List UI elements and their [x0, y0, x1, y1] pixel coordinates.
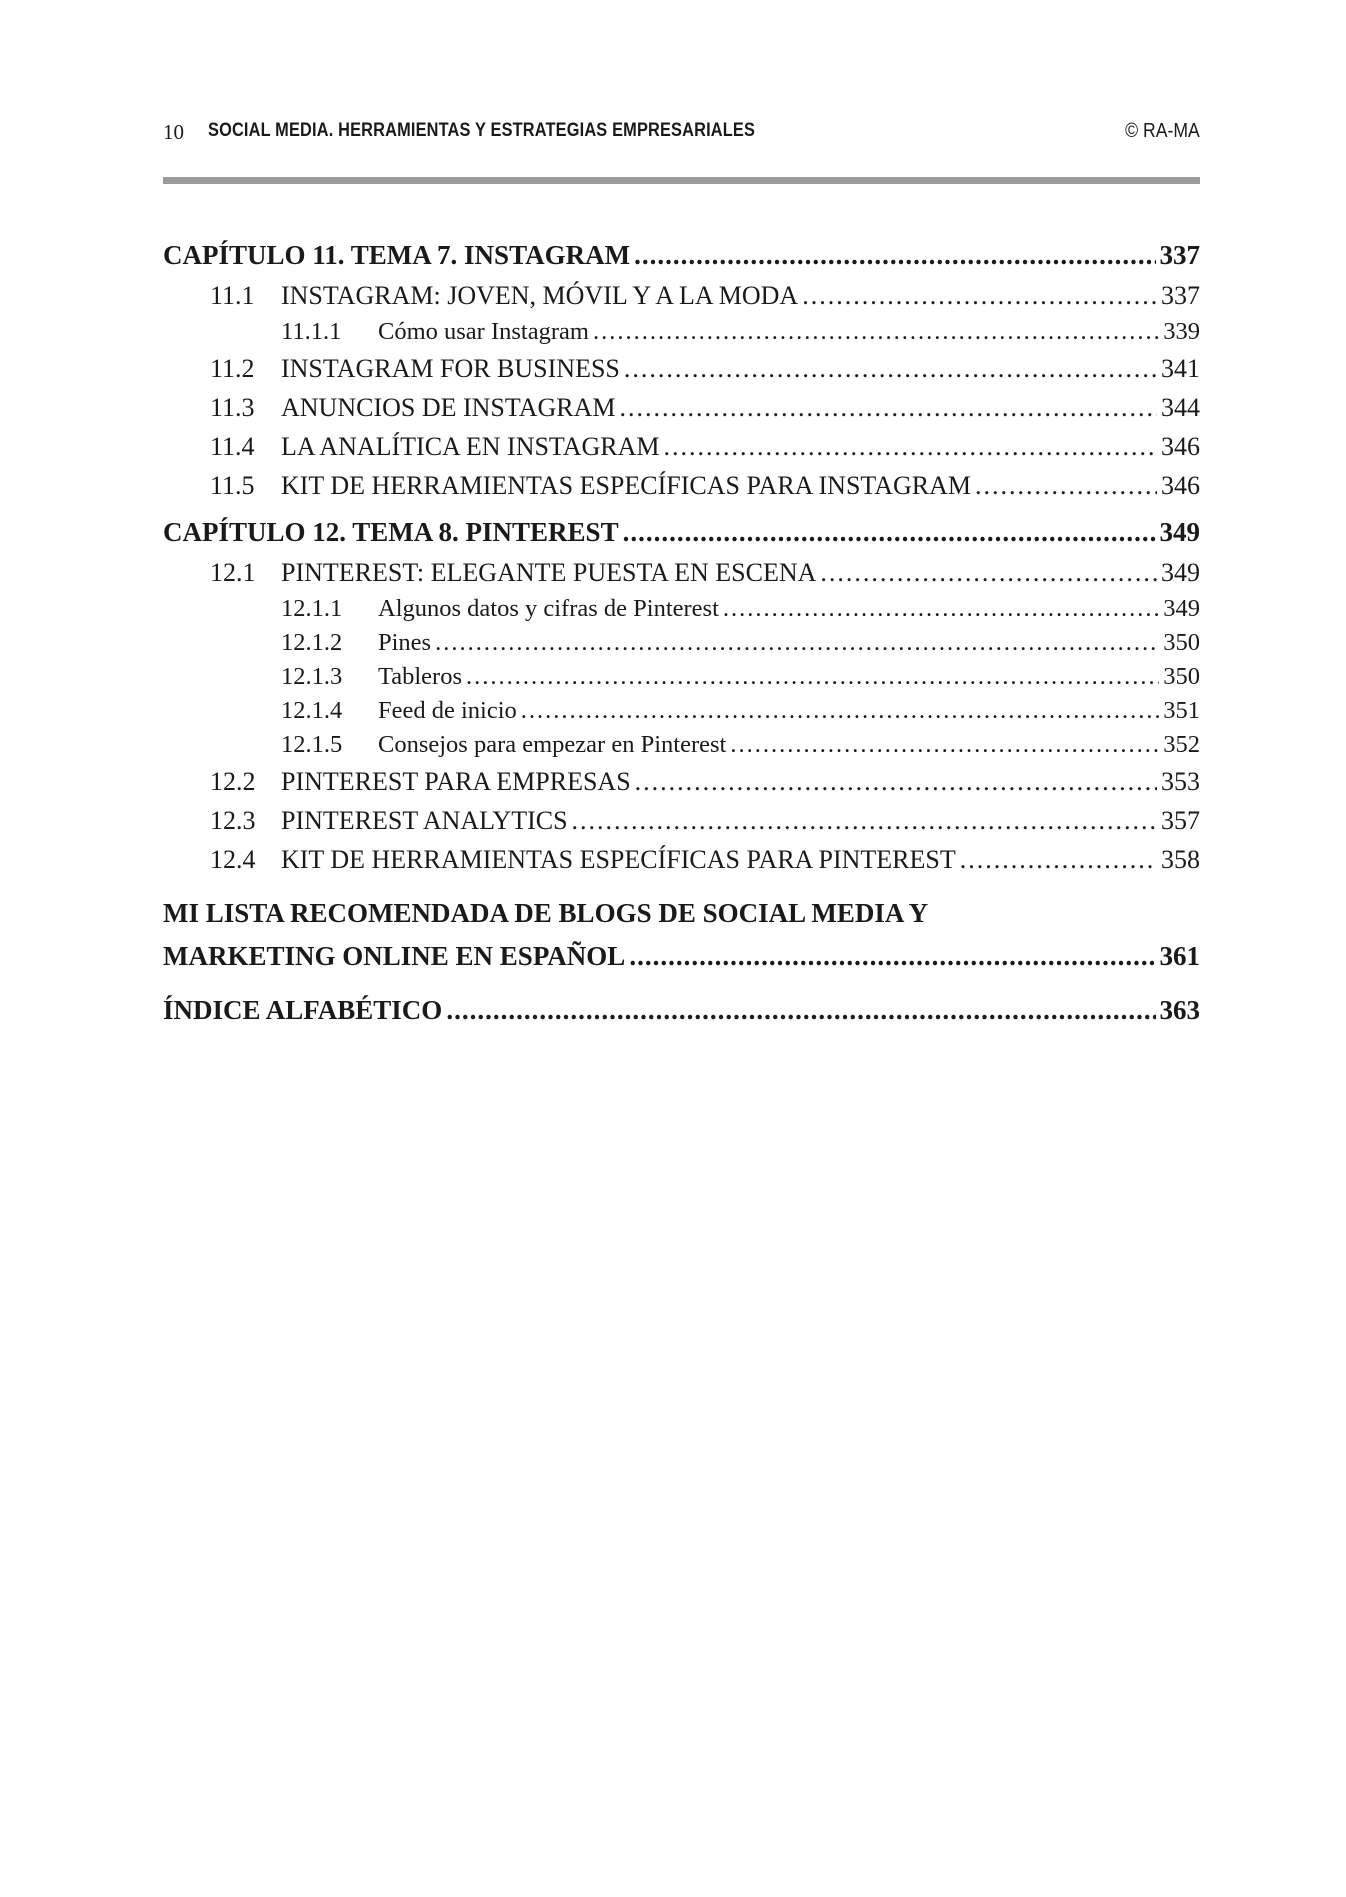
toc-entry-12-1-4[interactable] — [163, 694, 1200, 728]
section-number: 12.3 — [210, 806, 256, 835]
toc-entry-11-1[interactable] — [163, 276, 1200, 315]
section-number: 11.1.1 — [281, 318, 342, 345]
section-number: 12.4 — [210, 845, 256, 874]
dot-leader — [446, 989, 1155, 1031]
dot-leader — [634, 234, 1155, 276]
section-title: Pines — [378, 629, 432, 656]
section-gap — [163, 879, 1200, 891]
section-number: 11.3 — [210, 393, 255, 422]
dot-leader — [802, 276, 1157, 315]
section-page: 346 — [1161, 471, 1200, 500]
section-title: Cómo usar Instagram — [378, 318, 589, 345]
dot-leader — [623, 511, 1156, 553]
header-rule — [163, 177, 1200, 184]
chapter-title-line-2 — [163, 935, 1200, 977]
section-page: 346 — [1161, 432, 1200, 461]
section-title: PINTEREST ANALYTICS — [281, 806, 568, 835]
chapter-title: CAPÍTULO 12. TEMA 8. PINTEREST — [163, 517, 619, 547]
section-number: 12.1 — [210, 558, 256, 587]
section-page: 358 — [1161, 845, 1200, 874]
dot-leader — [629, 935, 1155, 977]
section-title: KIT DE HERRAMIENTAS ESPECÍFICAS PARA INSTAGRAM — [281, 471, 971, 500]
chapter-title: ÍNDICE ALFABÉTICO — [163, 995, 443, 1025]
dot-leader — [975, 466, 1157, 505]
section-number: 12.2 — [210, 767, 256, 796]
section-page: 352 — [1163, 731, 1200, 758]
section-number: 12.1.4 — [281, 697, 343, 724]
section-gap — [163, 977, 1200, 989]
section-title: Tableros — [378, 663, 463, 690]
toc-chapter-12[interactable] — [163, 511, 1200, 553]
dot-leader — [521, 694, 1159, 728]
toc-entry-11-5[interactable] — [163, 466, 1200, 505]
dot-leader — [435, 626, 1159, 660]
section-number: 12.1.5 — [281, 731, 343, 758]
section-number: 11.1 — [210, 281, 255, 310]
section-page: 344 — [1161, 393, 1200, 422]
section-title: LA ANALÍTICA EN INSTAGRAM — [281, 432, 660, 461]
toc-entry-12-1-1[interactable] — [163, 592, 1200, 626]
chapter-page: 349 — [1159, 517, 1200, 547]
chapter-title: CAPÍTULO 11. TEMA 7. INSTAGRAM — [163, 240, 631, 270]
dot-leader — [960, 840, 1157, 879]
toc-entry-12-4[interactable] — [163, 840, 1200, 879]
toc-entry-11-2[interactable] — [163, 349, 1200, 388]
table-of-contents — [163, 234, 1200, 1031]
dot-leader — [664, 427, 1157, 466]
toc-entry-11-3[interactable] — [163, 388, 1200, 427]
dot-leader — [619, 388, 1157, 427]
toc-entry-12-2[interactable] — [163, 762, 1200, 801]
section-page: 341 — [1161, 354, 1200, 383]
toc-entry-12-1[interactable] — [163, 553, 1200, 592]
dot-leader — [635, 762, 1157, 801]
page-number: 10 — [163, 120, 184, 144]
section-number: 12.1.3 — [281, 663, 343, 690]
section-page: 351 — [1163, 697, 1200, 724]
section-title: INSTAGRAM: JOVEN, MÓVIL Y A LA MODA — [281, 281, 799, 310]
toc-chapter-11[interactable] — [163, 234, 1200, 276]
toc-chapter-blogs[interactable] — [163, 891, 1200, 977]
section-number: 12.1.2 — [281, 629, 343, 656]
section-title: Algunos datos y cifras de Pinterest — [378, 595, 719, 622]
dot-leader — [730, 728, 1159, 762]
publisher-mark: © RA-MA — [1125, 120, 1200, 142]
section-page: 350 — [1163, 629, 1200, 656]
section-title: KIT DE HERRAMIENTAS ESPECÍFICAS PARA PINTEREST — [281, 845, 956, 874]
section-page: 357 — [1161, 806, 1200, 835]
toc-entry-11-1-1[interactable] — [163, 315, 1200, 349]
section-title: Consejos para empezar en Pinterest — [378, 731, 727, 758]
section-title: Feed de inicio — [378, 697, 517, 724]
chapter-title: MARKETING ONLINE EN ESPAÑOL — [163, 941, 626, 971]
chapter-page: 361 — [1159, 941, 1200, 971]
dot-leader — [572, 801, 1157, 840]
section-title: ANUNCIOS DE INSTAGRAM — [281, 393, 616, 422]
running-header — [163, 118, 1200, 152]
section-number: 11.5 — [210, 471, 255, 500]
dot-leader — [593, 315, 1159, 349]
section-number: 11.4 — [210, 432, 255, 461]
toc-entry-11-4[interactable] — [163, 427, 1200, 466]
dot-leader — [820, 553, 1157, 592]
dot-leader — [624, 349, 1157, 388]
section-title: PINTEREST: ELEGANTE PUESTA EN ESCENA — [281, 558, 817, 587]
section-title: PINTEREST PARA EMPRESAS — [281, 767, 631, 796]
section-page: 353 — [1161, 767, 1200, 796]
chapter-page: 337 — [1159, 240, 1200, 270]
section-page: 349 — [1163, 595, 1200, 622]
toc-entry-12-1-5[interactable] — [163, 728, 1200, 762]
section-number: 11.2 — [210, 354, 255, 383]
toc-entry-12-3[interactable] — [163, 801, 1200, 840]
toc-entry-12-1-2[interactable] — [163, 626, 1200, 660]
section-number: 12.1.1 — [281, 595, 343, 622]
chapter-title-line-1: MI LISTA RECOMENDADA DE BLOGS DE SOCIAL MEDIA Y — [163, 898, 929, 928]
section-page: 337 — [1161, 281, 1200, 310]
section-page: 350 — [1163, 663, 1200, 690]
book-title: SOCIAL MEDIA. HERRAMIENTAS Y ESTRATEGIAS EMPRESARIALES — [208, 120, 756, 141]
dot-leader — [466, 660, 1159, 694]
section-page: 339 — [1163, 318, 1200, 345]
dot-leader — [723, 592, 1159, 626]
chapter-page: 363 — [1159, 995, 1200, 1025]
section-page: 349 — [1161, 558, 1200, 587]
toc-entry-12-1-3[interactable] — [163, 660, 1200, 694]
section-title: INSTAGRAM FOR BUSINESS — [281, 354, 620, 383]
toc-chapter-index[interactable] — [163, 989, 1200, 1031]
